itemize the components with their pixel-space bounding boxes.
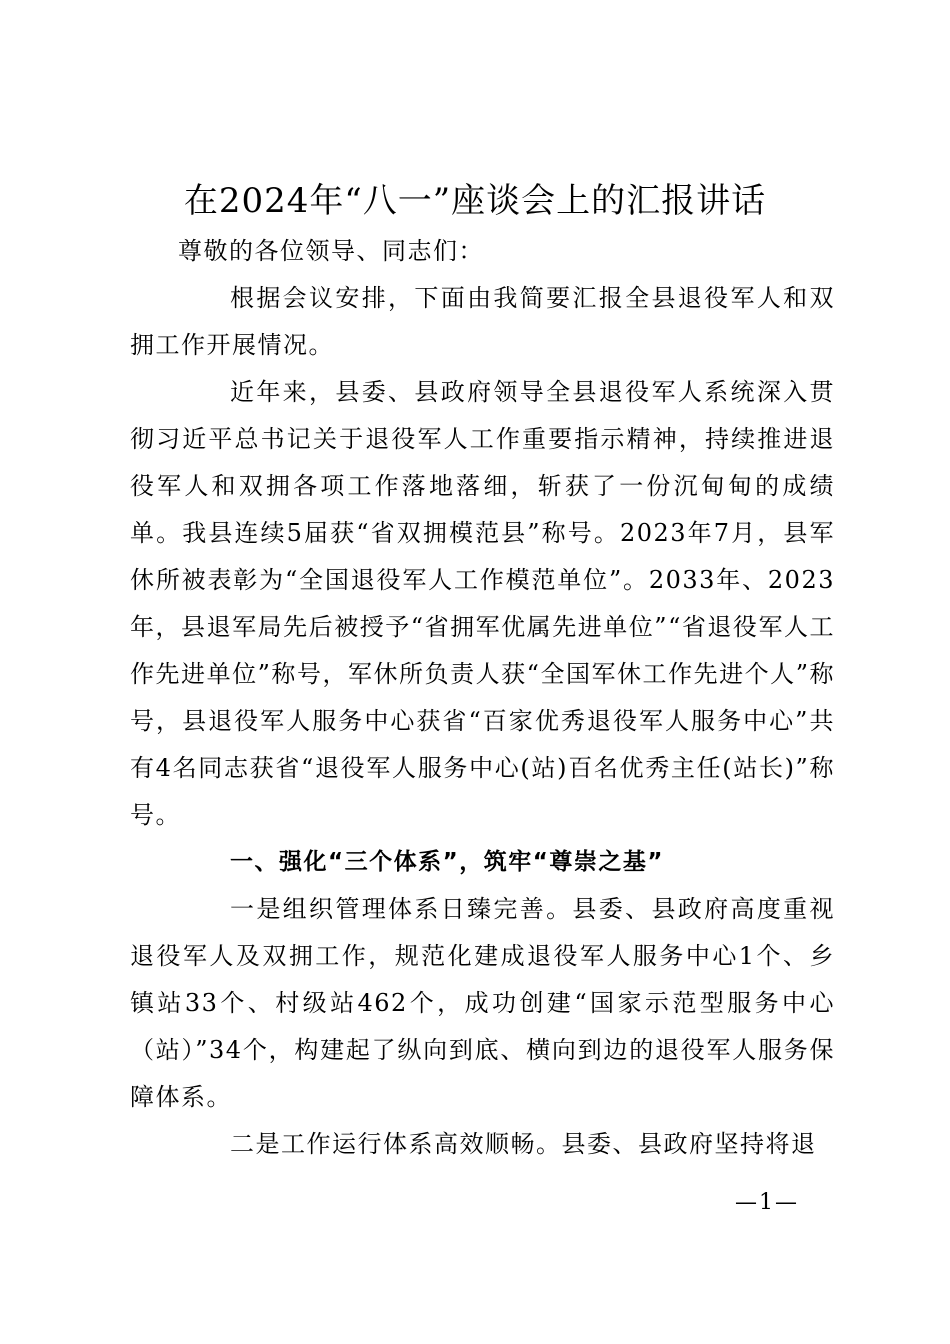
page-number: —1— <box>735 1190 799 1215</box>
document-title: 在2024年“八一”座谈会上的汇报讲话 <box>183 181 767 221</box>
paragraph: 根据会议安排，下面由我简要汇报全县退役军人和双拥工作开展情况。 <box>130 284 835 359</box>
section-heading: 一、强化“三个体系”，筑牢“尊崇之基” <box>230 849 664 875</box>
paragraph: 一是组织管理体系日臻完善。县委、县政府高度重视退役军人及双拥工作，规范化建成退役军人服务中心1个、乡镇站33个、村级站462个，成功创建“国家示范型服务中心（站）”34个，构建起了纵向到底、横向到边的退役军人服务保障体系。 <box>130 895 835 1111</box>
document-body <box>130 228 835 1168</box>
paragraph: 近年来，县委、县政府领导全县退役军人系统深入贯彻习近平总书记关于退役军人工作重要指示精神，持续推进退役军人和双拥各项工作落地落细，斩获了一份沉甸甸的成绩单。我县连续5届获“省双拥模范县”称号。2023年7月，县军休所被表彰为“全国退役军人工作模范单位”。2033年、2023年，县退军局先后被授予“省拥军优属先进单位”“省退役军人工作先进单位”称号，军休所负责人获“全国军休工作先进个人”称号，县退役军人服务中心获省“百家优秀退役军人服务中心”共有4名同志获省“退役军人服务中心(站)百名优秀主任(站长)”称号。 <box>130 378 835 829</box>
paragraph: 二是工作运行体系高效顺畅。县委、县政府坚持将退 <box>230 1130 817 1158</box>
salutation: 尊敬的各位领导、同志们： <box>178 237 484 265</box>
